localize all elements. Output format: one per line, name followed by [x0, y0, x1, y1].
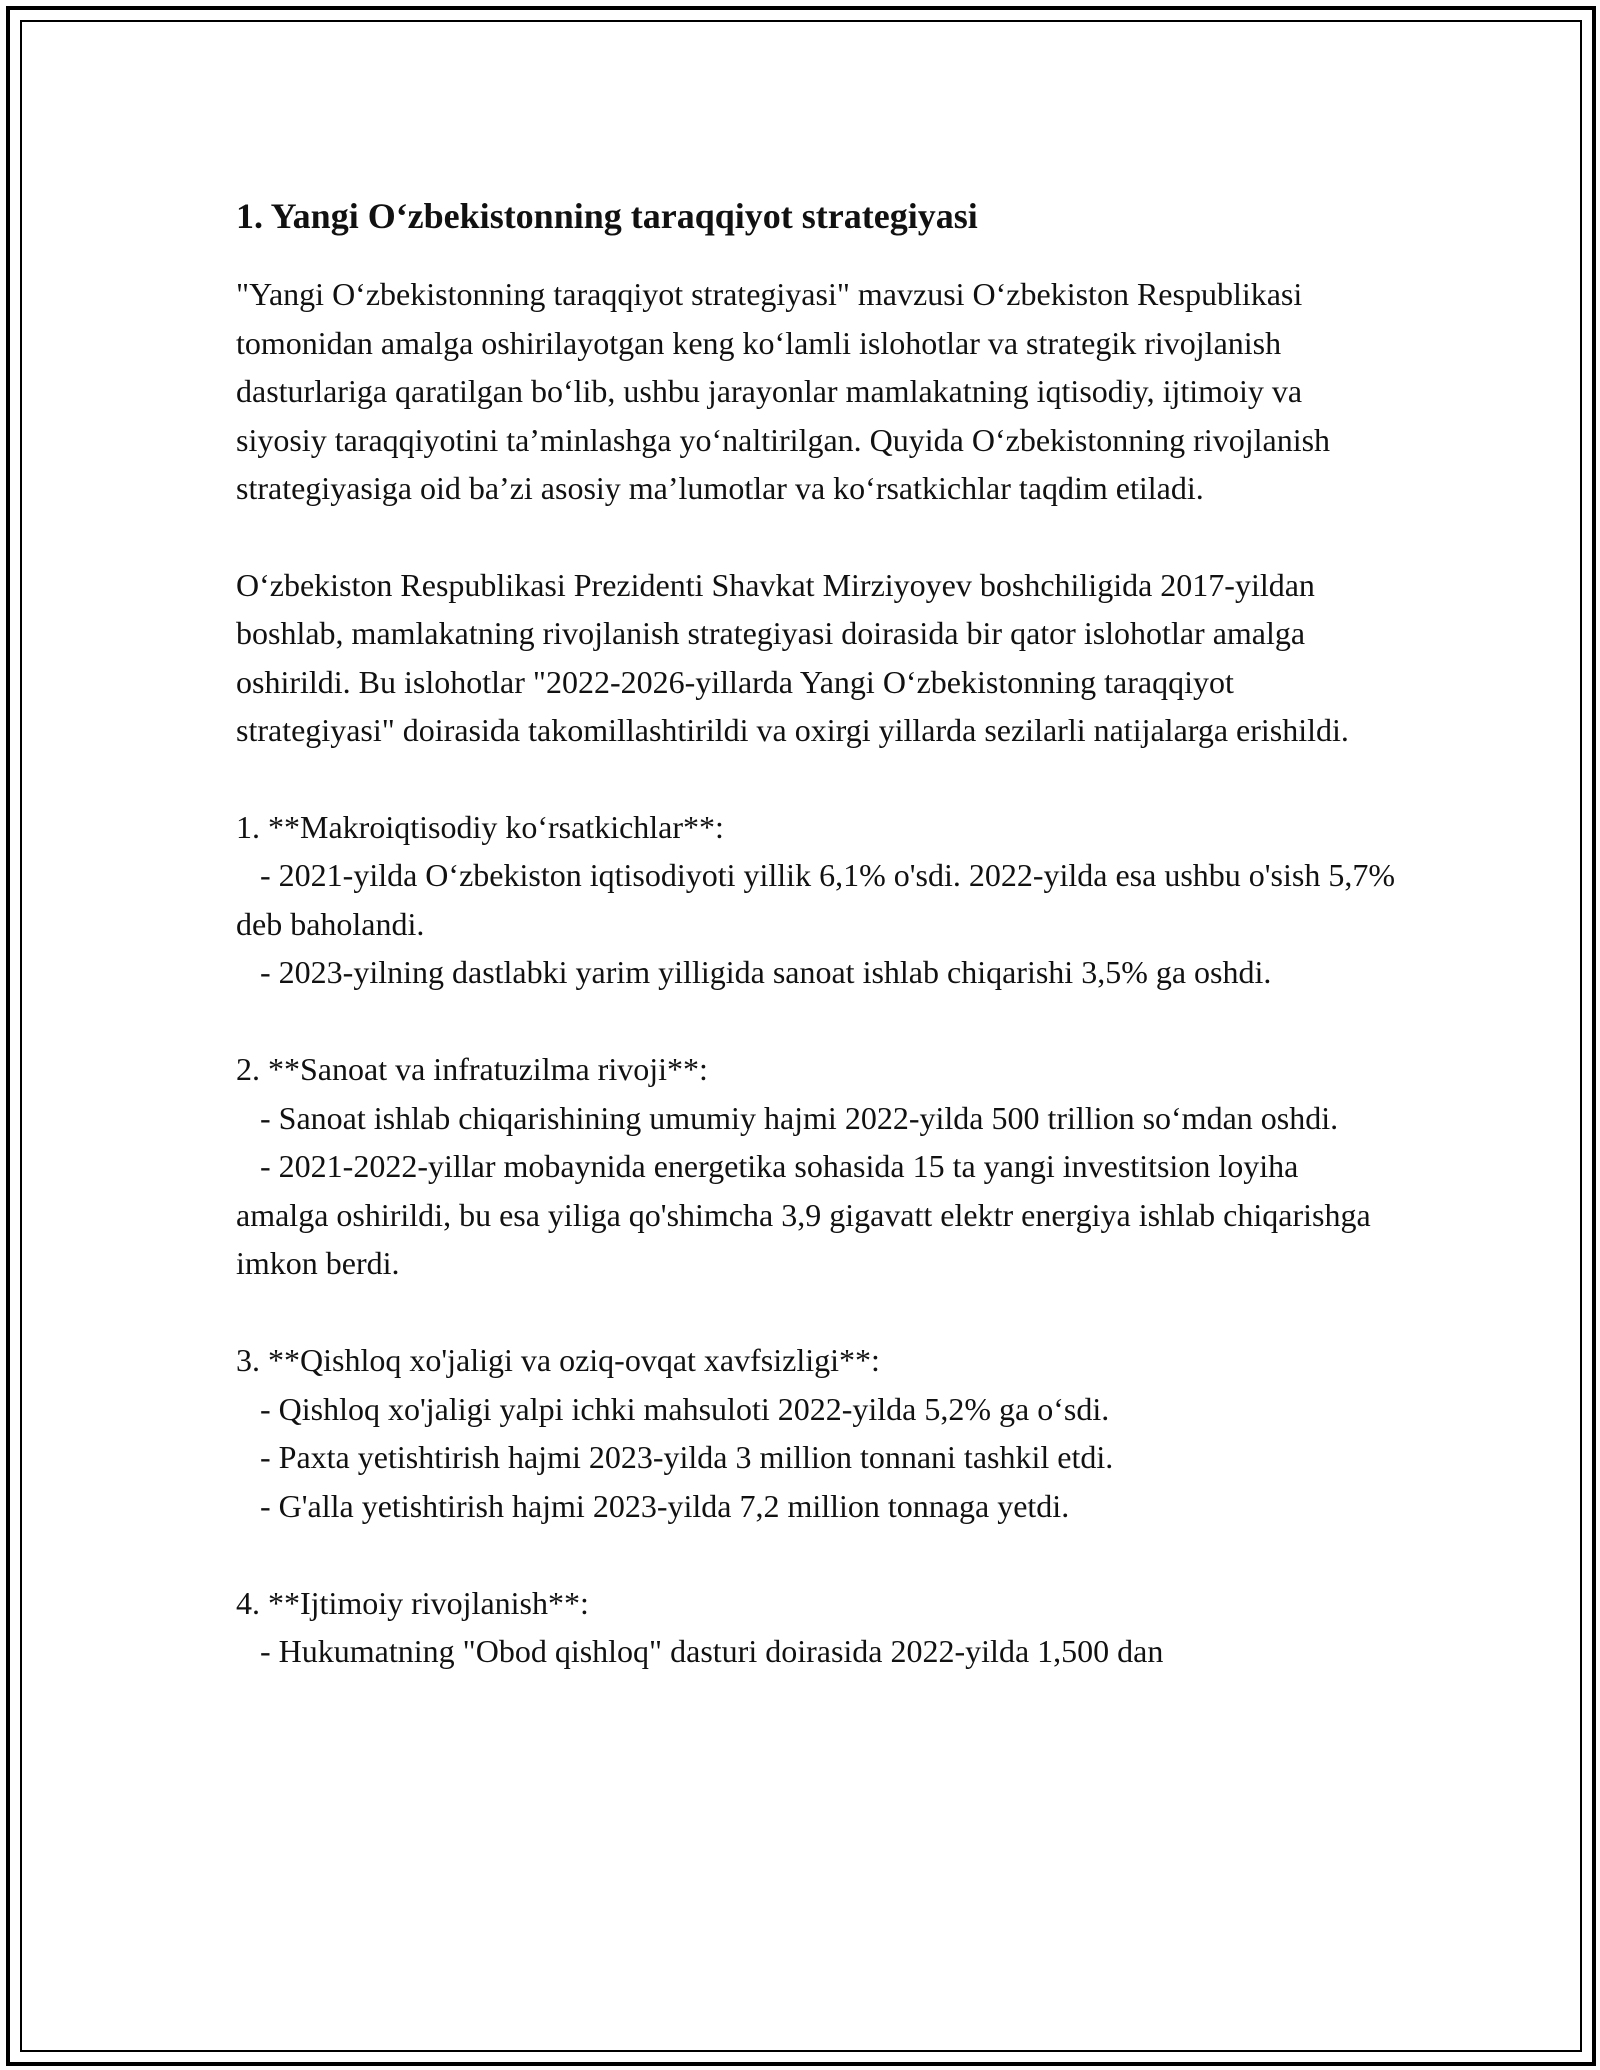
- list-item: - 2021-2022-yillar mobaynida energetika sohasida 15 ta yangi investitsion loyiha amalga oshirildi, bu esa yiliga qo'shimcha 3,9 gigavatt elektr energiya ishlab chiqarishga imkon berdi.: [236, 1148, 1379, 1281]
- section-industry-infrastructure: [236, 1045, 1396, 1288]
- section-heading: 4. **Ijtimoiy rivojlanish**:: [236, 1584, 589, 1621]
- list-item: - 2023-yilning dastlabki yarim yilligida sanoat ishlab chiqarishi 3,5% ga oshdi.: [236, 954, 1272, 990]
- document-body: [236, 186, 1403, 1724]
- section-social-development: [236, 1579, 1396, 1676]
- section-macroeconomic: [236, 803, 1403, 997]
- section-heading: 2. **Sanoat va infratuzilma rivoji**:: [236, 1051, 708, 1087]
- list-item: - Qishloq xo'jaligi yalpi ichki mahsuloti 2022-yilda 5,2% ga o‘sdi.: [236, 1390, 1110, 1427]
- list-item: - 2021-yilda O‘zbekiston iqtisodiyoti yillik 6,1% o'sdi. 2022-yilda esa ushbu o'sish 5,7% deb baholandi.: [236, 857, 1403, 942]
- intro-paragraph: "Yangi O‘zbekistonning taraqqiyot strategiyasi" mavzusi O‘zbekiston Respublikasi tomonidan amalga oshirilayotgan keng ko‘lamli islohotlar va strategik rivojlanish dasturlariga qaratilgan bo‘lib, ushbu jarayonlar mamlakatning iqtisodiy, ijtimoiy va siyosiy taraqqiyotini ta’minlashga yo‘naltirilgan. Quyida O‘zbekistonning rivojlanish strategiyasiga oid ba’zi asosiy ma’lumotlar va ko‘rsatkichlar taqdim etiladi.: [236, 276, 1331, 506]
- list-item: - Sanoat ishlab chiqarishining umumiy hajmi 2022-yilda 500 trillion so‘mdan oshdi.: [236, 1099, 1339, 1136]
- list-item: - Paxta yetishtirish hajmi 2023-yilda 3 million tonnani tashkil etdi.: [236, 1439, 1114, 1475]
- section-heading: 1. **Makroiqtisodiy ko‘rsatkichlar**:: [236, 808, 724, 845]
- section-agriculture: [236, 1336, 1396, 1530]
- document-title: 1. Yangi O‘zbekistonning taraqqiyot strategiyasi: [236, 196, 978, 236]
- context-paragraph: O‘zbekiston Respublikasi Prezidenti Shavkat Mirziyoyev boshchiligida 2017-yildan boshlab, mamlakatning rivojlanish strategiyasi doirasida bir qator islohotlar amalga oshirildi. Bu islohotlar "2022-2026-yillarda Yangi O‘zbekistonning taraqqiyot strategiyasi" doirasida takomillashtirildi va oxirgi yillarda sezilarli natijalarga erishildi.: [236, 566, 1349, 748]
- list-item: - G'alla yetishtirish hajmi 2023-yilda 7,2 million tonnaga yetdi.: [236, 1487, 1070, 1524]
- section-heading: 3. **Qishloq xo'jaligi va oziq-ovqat xavfsizligi**:: [236, 1342, 880, 1378]
- list-item: - Hukumatning "Obod qishloq" dasturi doirasida 2022-yilda 1,500 dan: [236, 1633, 1164, 1669]
